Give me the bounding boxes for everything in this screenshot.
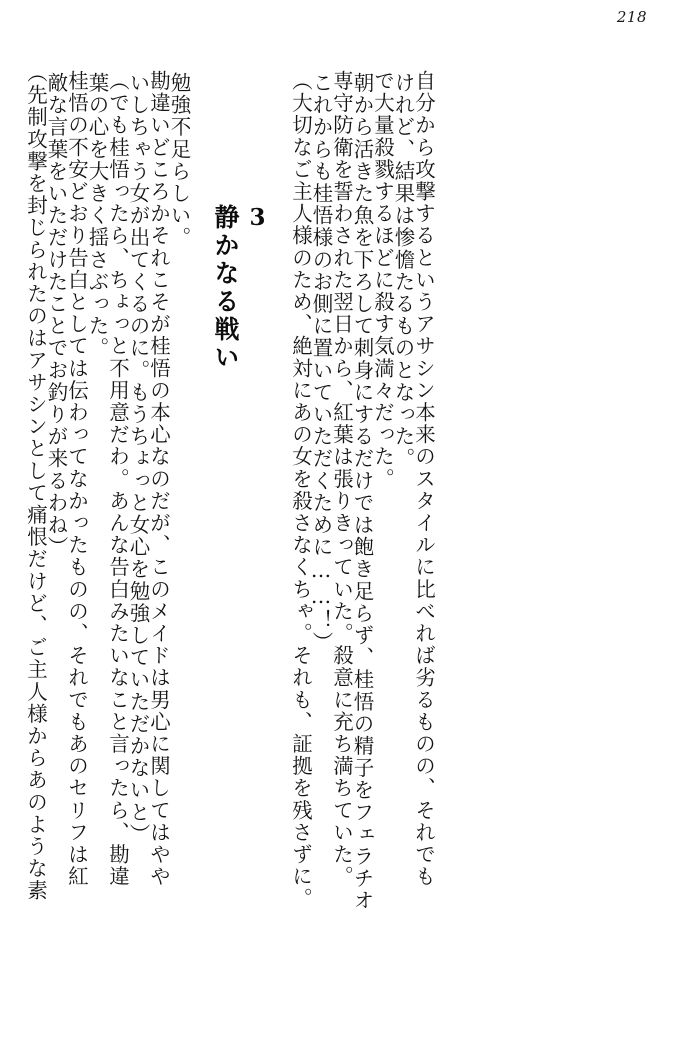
page-number: 218 — [616, 8, 647, 26]
text-column-6: いしちゃう女が出てくるのに。もうちょっと女心を勉強していただかないと） — [126, 72, 150, 846]
text-column-11: 専守防衛を誓わされた翌日から、紅葉は張りきっていた。殺意に充ち満ちていた。 — [329, 70, 354, 888]
text-column-3: 桂悟の不安どおり告白としては伝わってなかったものの、それでもあのセリフは紅 — [64, 70, 89, 888]
text-column-8: 勉強不足らしい。 — [167, 72, 191, 249]
text-column-5: （でも桂悟ったら、ちょっと不用意だわ。あんな告白みたいなこと言ったら、勘違 — [105, 70, 130, 888]
text-column-12: 朝から活きた魚を下ろして刺身にするだけでは飽き足らず、桂悟の精子をフェラチオ — [350, 72, 374, 912]
vertical-text-body — [25, 44, 655, 1024]
text-column-15: 自分から攻撃するというアサシン本来のスタイルに比べれば劣るものの、それでも — [411, 70, 436, 888]
text-column-14: けれど、結果は惨憺たるものとなった。 — [391, 72, 415, 470]
text-column-2: 敵な言葉をいただけたことでお釣りが来るわね） — [44, 72, 68, 559]
text-column-10: これからも桂悟様のお側に置いていただくために……！） — [309, 72, 333, 654]
text-column-4: 葉の心を大きく揺さぶった。 — [85, 72, 109, 360]
chapter-title: 静かなる戦い — [211, 204, 240, 372]
text-column-7: 勘違いどころかそれこそが桂悟の本心なのだが、このメイドは男心に関してはやや — [146, 70, 171, 888]
text-column-9: （大切なご主人様のため、絶対にあの女を殺さなくちゃ。それも、証拠を残さずに。 — [288, 70, 313, 910]
chapter-number: 3 — [244, 204, 271, 234]
text-column-1: （先制攻撃を封じられたのはアサシンとして痛恨だけど、ご主人様からあのような素 — [23, 62, 48, 902]
chapter-heading — [207, 204, 272, 604]
text-column-13: で大量殺戮するほどに殺す気満々だった。 — [370, 70, 395, 490]
